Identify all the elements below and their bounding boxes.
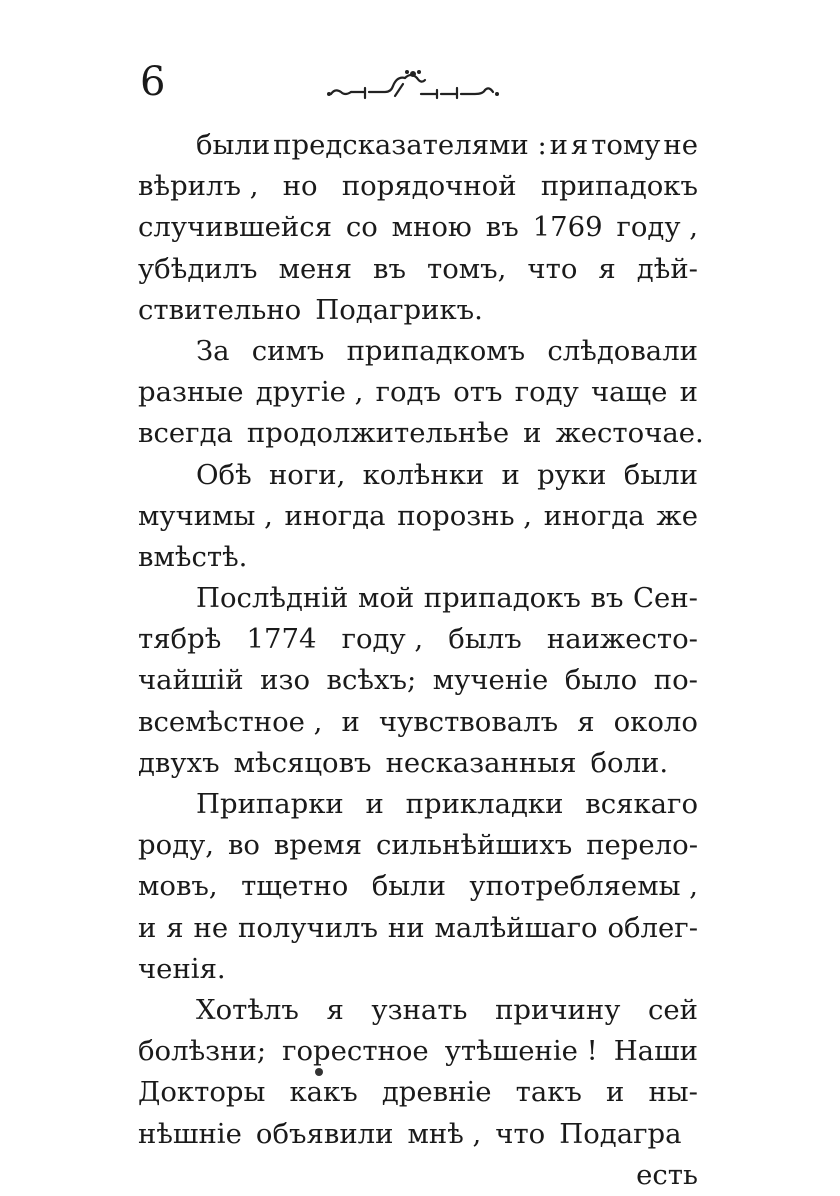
word: годъ — [375, 376, 441, 409]
catchword: есть — [636, 1158, 698, 1191]
word: со — [345, 211, 378, 244]
text-line — [138, 290, 698, 331]
word: колѣнки — [362, 458, 485, 491]
word: руки — [537, 458, 607, 491]
word: припадокъ — [540, 170, 698, 203]
word: чувствовалъ — [378, 705, 559, 738]
text-line — [138, 331, 698, 372]
word: Припарки — [196, 788, 344, 820]
word: чаще — [590, 376, 668, 409]
word: дѣй- — [636, 252, 698, 285]
word: вѣрилъ , — [138, 170, 259, 203]
word: но — [282, 170, 318, 203]
word: мнѣ , — [407, 1117, 482, 1150]
word: ствительно — [138, 293, 302, 326]
word: симъ — [251, 334, 325, 367]
word: утѣшеніе ! — [444, 1035, 598, 1068]
word: время — [273, 829, 363, 862]
word: году — [514, 376, 579, 409]
word: ноги, — [268, 458, 346, 491]
text-line — [138, 537, 698, 578]
word: несказанныя — [385, 746, 577, 779]
word: болѣзни; — [138, 1035, 267, 1068]
word: припадокъ — [423, 582, 581, 615]
word: изо — [260, 664, 311, 697]
word: Хотѣлъ — [196, 993, 299, 1026]
text-line — [138, 866, 698, 907]
word: и — [679, 376, 698, 409]
word: мѣсяцовъ — [233, 746, 372, 779]
word: чайшій — [138, 664, 244, 697]
body-text — [138, 125, 704, 1196]
text-line — [138, 578, 698, 619]
word: и — [549, 129, 568, 161]
word: двухъ — [138, 746, 220, 779]
word: боли. — [590, 746, 669, 779]
word: мучимы , — [138, 499, 273, 532]
text-line — [138, 1114, 698, 1155]
word: мовъ, — [138, 870, 218, 903]
word: получилъ — [237, 911, 378, 944]
word: я — [598, 252, 616, 285]
word: году , — [341, 623, 424, 656]
word: За — [196, 334, 230, 367]
text-line — [138, 908, 698, 949]
text-line — [138, 455, 698, 496]
word: всякаго — [585, 788, 698, 820]
word: всегда — [138, 417, 233, 450]
word: причину — [495, 993, 621, 1026]
text-line — [138, 496, 698, 537]
word: тщетно — [241, 870, 349, 903]
printer-mark — [315, 1068, 323, 1076]
word: всемѣстное , — [138, 705, 323, 738]
word: ченія. — [138, 952, 226, 985]
word: и — [365, 788, 384, 820]
word: нѣшніе — [138, 1117, 242, 1150]
word: было — [564, 664, 638, 697]
word: не — [193, 911, 229, 944]
word: по- — [653, 664, 698, 697]
word: мною — [391, 211, 472, 244]
word: иногда — [284, 499, 386, 532]
word: другіе , — [255, 376, 364, 409]
word: не — [663, 129, 698, 161]
text-line — [138, 207, 698, 248]
text-line — [138, 1072, 698, 1113]
text-line — [138, 125, 698, 166]
word: сей — [647, 993, 698, 1026]
word: объявили — [255, 1117, 394, 1150]
word: роду, — [138, 829, 215, 862]
word: узнать — [371, 993, 468, 1026]
page-number: 6 — [140, 59, 166, 105]
word: 1769 — [532, 211, 603, 244]
word: я — [166, 911, 184, 944]
text-line — [138, 1031, 698, 1072]
word: тябрѣ — [138, 623, 222, 656]
text-line — [138, 990, 698, 1031]
text-line — [138, 949, 698, 990]
word: наижесто- — [546, 623, 698, 656]
word: я — [326, 993, 344, 1026]
word: ны- — [648, 1076, 698, 1109]
word: Докторы — [138, 1076, 266, 1109]
ornamental-flourish-icon — [325, 66, 505, 106]
word: Подагра — [559, 1117, 682, 1150]
word: что — [495, 1117, 546, 1150]
word: слѣдовали — [547, 334, 698, 367]
word: въ — [372, 252, 406, 285]
word: и — [341, 705, 360, 738]
word: такъ — [515, 1076, 582, 1109]
word: случившейся — [138, 211, 332, 244]
word: 1774 — [246, 623, 317, 656]
word: употребляемы , — [469, 870, 698, 903]
word: какъ — [289, 1076, 358, 1109]
word: продолжительнѣе — [246, 417, 510, 450]
word: же — [656, 499, 698, 532]
word: во — [227, 829, 260, 862]
text-line — [138, 249, 698, 290]
word: что — [527, 252, 578, 285]
text-line — [138, 825, 698, 866]
word: я — [570, 129, 589, 161]
word: Обѣ — [196, 458, 252, 491]
word: разные — [138, 376, 244, 409]
word: убѣдилъ — [138, 252, 258, 285]
word: томъ, — [426, 252, 507, 285]
word: прикладки — [405, 788, 564, 820]
word: Сен- — [633, 582, 698, 615]
word: горестное — [282, 1035, 429, 1068]
word: вмѣстѣ. — [138, 540, 248, 573]
word: порознь , — [397, 499, 533, 532]
word: тому — [591, 129, 661, 161]
word: предсказателями : — [273, 129, 547, 161]
word: были — [196, 129, 271, 161]
word: порядочной — [341, 170, 517, 203]
text-line — [138, 619, 698, 660]
word: всѣхъ; — [326, 664, 417, 697]
word: около — [613, 705, 698, 738]
word: Подагрикъ. — [315, 293, 483, 326]
word: отъ — [453, 376, 503, 409]
word: въ — [590, 582, 624, 615]
word: мученіе — [432, 664, 549, 697]
catchword-line — [138, 1155, 698, 1196]
word: иногда — [543, 499, 645, 532]
word: перело- — [586, 829, 698, 862]
text-line — [138, 784, 698, 825]
text-line — [138, 660, 698, 701]
word: я — [577, 705, 595, 738]
word: году , — [616, 211, 698, 244]
word: ни — [387, 911, 425, 944]
text-line — [138, 743, 698, 784]
word: были — [623, 458, 698, 491]
word: Наши — [613, 1035, 698, 1068]
word: Послѣдній — [196, 582, 349, 615]
word: жесточае. — [555, 417, 704, 450]
word: древніе — [381, 1076, 492, 1109]
text-line — [138, 166, 698, 207]
word: и — [501, 458, 520, 491]
word: былъ — [448, 623, 522, 656]
word: и — [523, 417, 542, 450]
text-line — [138, 702, 698, 743]
word: сильнѣйшихъ — [375, 829, 573, 862]
text-line — [138, 413, 704, 454]
word: малѣйшаго — [434, 911, 598, 944]
word: мой — [357, 582, 415, 615]
word: и — [606, 1076, 625, 1109]
word: облег- — [607, 911, 698, 944]
word: припадкомъ — [346, 334, 526, 367]
word: и — [138, 911, 157, 944]
word: были — [371, 870, 446, 903]
word: меня — [278, 252, 352, 285]
word: въ — [485, 211, 519, 244]
text-line — [138, 372, 698, 413]
